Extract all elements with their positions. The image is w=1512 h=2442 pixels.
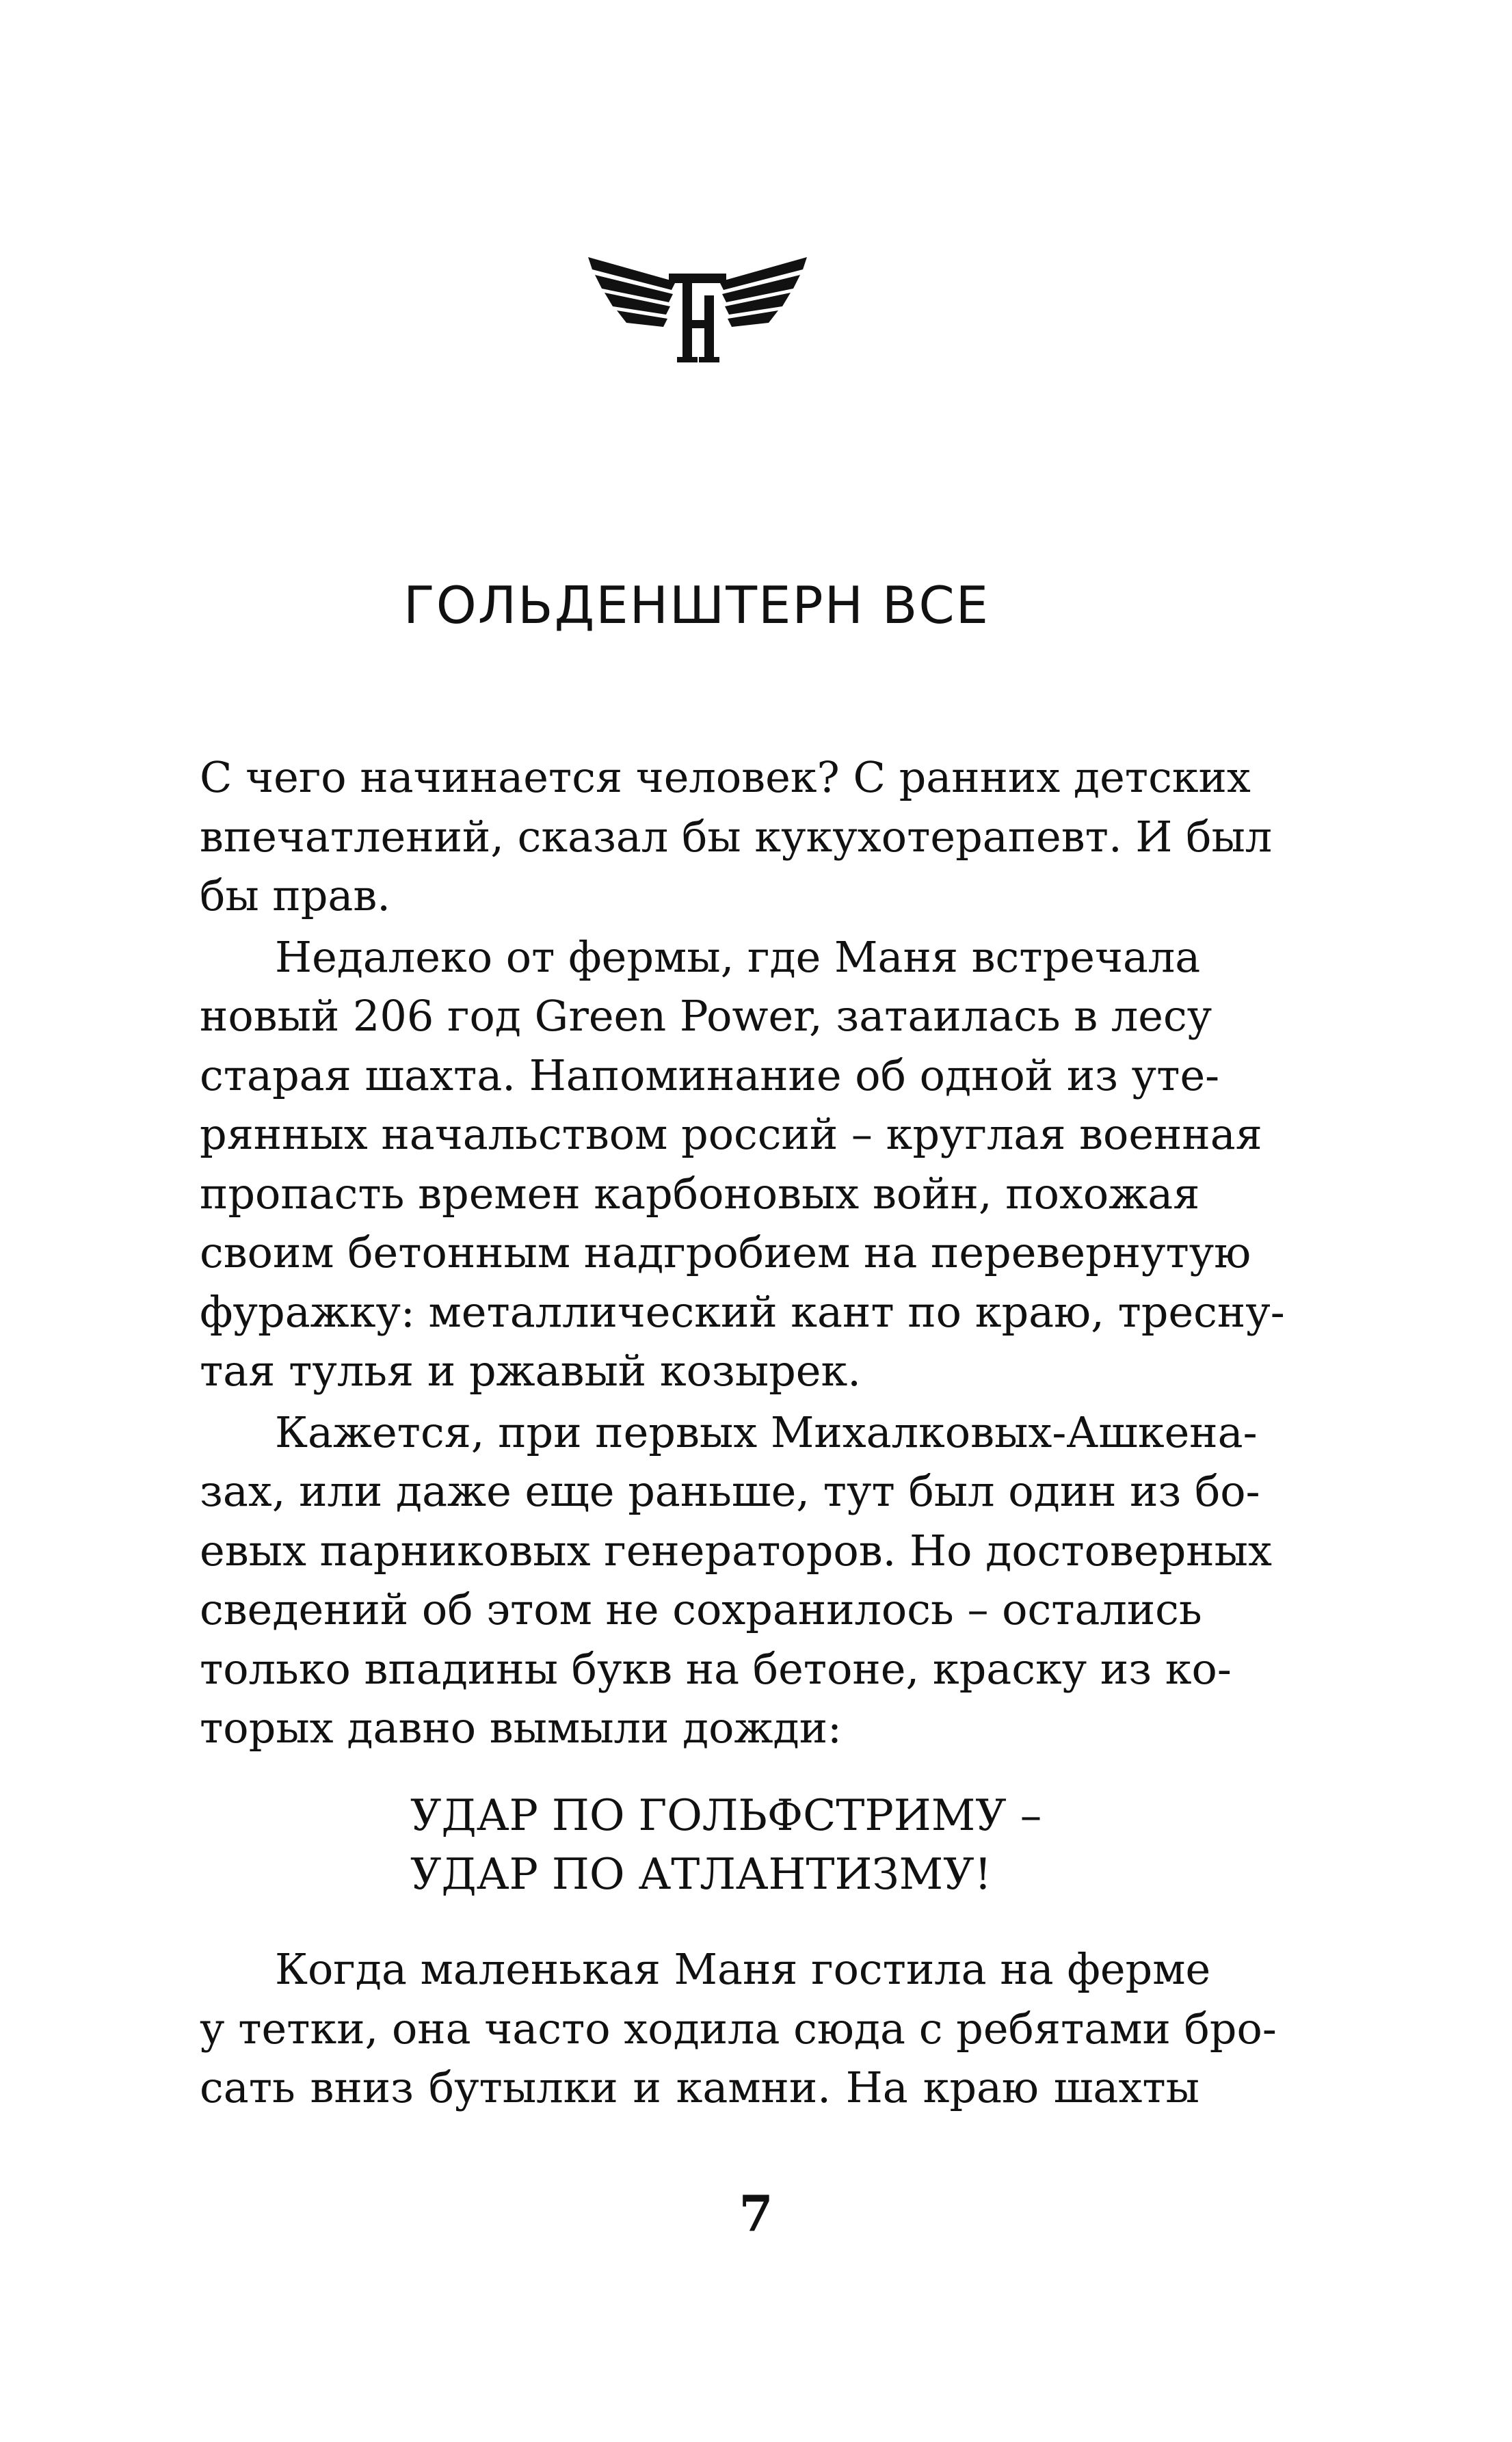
text-line: впечатлений, сказал бы кукухотерапевт. И был [200,811,1273,862]
text-line: тая тулья и ржавый козырек. [200,1346,861,1396]
text-line: евых парниковых генераторов. Но достоверных [200,1525,1272,1576]
winged-monogram-icon [588,254,807,364]
text-line: Когда маленькая Маня гостила на ферме [275,1944,1211,1994]
text-line: зах, или даже еще раньше, тут был один из бо- [200,1466,1260,1516]
body-text [200,748,1285,1758]
text-line: старая шахта. Напоминание об одной из уте- [200,1050,1220,1100]
quote-line: УДАР ПО АТЛАНТИЗМУ! [410,1849,992,1899]
text-line: сать вниз бутылки и камни. На краю шахты [200,2062,1199,2112]
text-line: своим бетонным надгробием на перевернутую [200,1227,1251,1277]
text-line: торых давно вымыли дожди: [200,1703,842,1753]
text-line: Кажется, при первых Михалковых-Ашкена- [275,1407,1258,1457]
text-line: рянных начальством россий – круглая военная [200,1109,1262,1159]
text-line: фуражку: металлический кант по краю, тресну- [200,1286,1285,1337]
text-line: только впадины букв на бетоне, краску из ко- [200,1643,1232,1694]
body-text-continued [200,1940,1277,2118]
text-line: С чего начинается человек? С ранних детских [200,752,1251,802]
paragraph [200,748,1273,926]
page-number: 7 [739,2184,773,2242]
quote-line: УДАР ПО ГОЛЬФСТРИМУ – [410,1790,1042,1840]
text-line: у тетки, она часто ходила сюда с ребятами бро- [200,2003,1277,2054]
chapter-title: ГОЛЬДЕНШТЕРН ВСЕ [403,575,990,635]
text-line: пропасть времен карбоновых войн, похожая [200,1168,1200,1219]
text-line: Недалеко от фермы, где Маня встречала [275,931,1201,982]
text-line: сведений об этом не сохранилось – остались [200,1584,1202,1634]
paragraph [200,928,1285,1401]
text-line: бы прав. [200,871,390,920]
epigraph-quote [410,1786,1042,1904]
paragraph [200,1403,1272,1758]
paragraph [200,1940,1277,2118]
text-line: новый 206 год Green Power, затаилась в лесу [200,991,1212,1041]
